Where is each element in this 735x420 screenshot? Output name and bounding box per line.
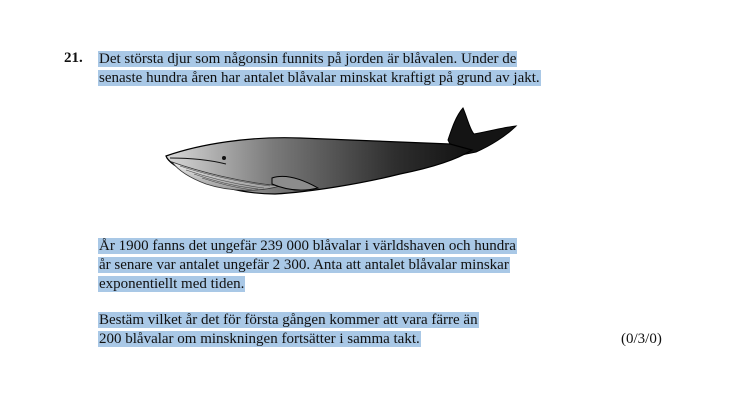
data-line-3-text: exponentiellt med tiden. xyxy=(99,276,245,292)
task-line-2-text: 200 blåvalar om minskningen fortsätter i samma takt. xyxy=(99,331,420,347)
data-line-3[interactable] xyxy=(98,275,245,294)
intro-line-1-text: Det största djur som någonsin funnits på jorden är blåvalen. Under de xyxy=(99,51,517,67)
data-line-2-text: år senare var antalet ungefär 2 300. Anta att antalet blåvalar minskar xyxy=(99,257,509,273)
task-line-1[interactable] xyxy=(98,311,479,330)
task-line-1-text: Bestäm vilket år det för första gången kommer att vara färre än xyxy=(99,312,478,328)
data-line-2[interactable] xyxy=(98,256,510,275)
intro-line-2-text: senaste hundra åren har antalet blåvalar minskat kraftigt på grund av jakt. xyxy=(99,70,540,86)
intro-line-2[interactable] xyxy=(98,69,541,88)
points-label: (0/3/0) xyxy=(621,331,662,347)
intro-line-1[interactable] xyxy=(98,50,517,69)
question-number: 21. xyxy=(64,50,83,66)
task-line-2[interactable] xyxy=(98,330,421,349)
blue-whale-illustration xyxy=(160,100,525,215)
data-line-1-text: År 1900 fanns det ungefär 239 000 blåvalar i världshaven och hundra xyxy=(99,238,516,254)
data-line-1[interactable] xyxy=(98,237,517,256)
